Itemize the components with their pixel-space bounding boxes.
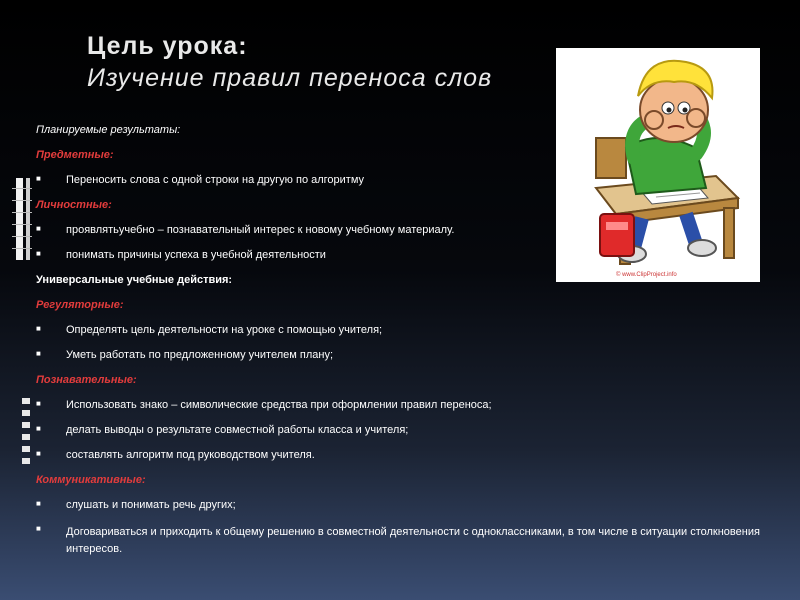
slide: Цель урока: Изучение правил переноса слов © www.ClipProject.info Планируемые результаты: Предметные: ■ Переносить слова с одной строки на другую по алгоритму Личностные: ■ проявлятьучебно – познавательный интерес к новому учебному материалу. ■ понимать причины успеха в учебной деятельности Универсальные учебные действия: Регуляторные: ■ Определять цель деятельности на уроке с помощью учителя; ■ Уметь работать по предложенному учителем плану; Познавательные: ■ Использовать знако – символические средства при оформлении правил переноса; ■ делать выводы о результате совместной работы класса и учителя; ■ составлять алгоритм под руководством учителя. Коммуникативные: ■ слушать и понимать речь других; ■ Договариваться и приходить к общему решению в совместной деятельности с одноклассниками, в том числе в ситуации столкновения интересов.: [0, 0, 800, 600]
planned-results-heading: Планируемые результаты:: [36, 124, 181, 136]
regulatory-heading: Регуляторные:: [36, 299, 124, 311]
decorative-bars: [12, 178, 32, 260]
personal-heading: Личностные:: [36, 199, 112, 211]
thinking-boy-icon: [556, 48, 760, 282]
title-line-2: Изучение правил переноса слов: [87, 64, 493, 92]
student-illustration: [556, 48, 760, 282]
universal-heading: Универсальные учебные действия:: [36, 274, 233, 286]
image-caption: © www.ClipProject.info: [616, 272, 677, 278]
decorative-squares: [22, 398, 32, 478]
subject-heading: Предметные:: [36, 149, 114, 161]
communicative-heading: Коммуникативные:: [36, 474, 146, 486]
cognitive-heading: Познавательные:: [36, 374, 137, 386]
title-line-1: Цель урока:: [87, 32, 248, 60]
slide-title: [87, 30, 492, 94]
